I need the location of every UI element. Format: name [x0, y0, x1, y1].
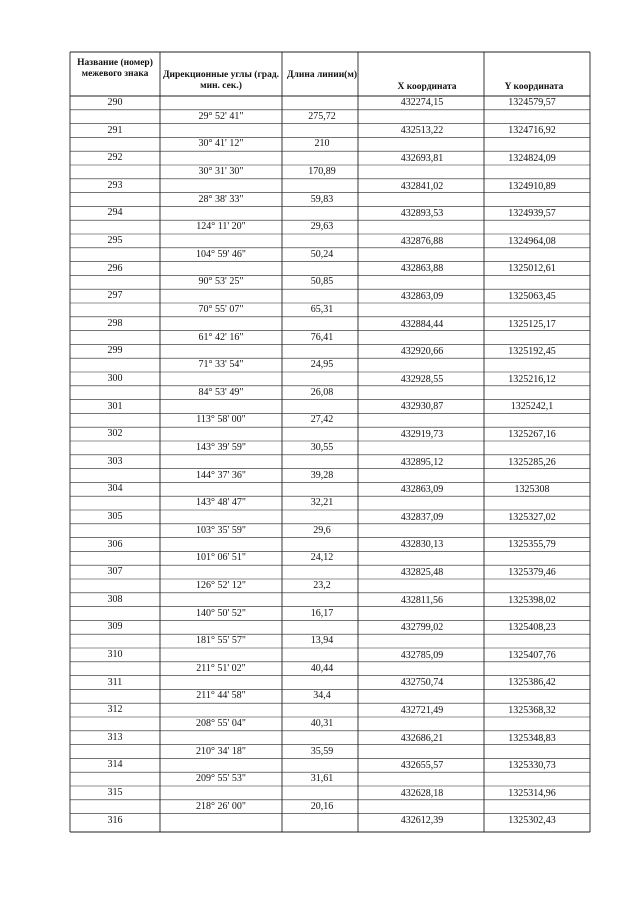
line-length: 30,55: [310, 442, 334, 453]
line-length: 24,12: [310, 552, 334, 564]
line-length: 29,63: [310, 221, 334, 233]
direction-angle: 28° 38' 33": [198, 193, 244, 205]
direction-angle: 104° 59' 46": [196, 248, 246, 260]
point-name: 290: [107, 97, 123, 108]
x-coordinate: 432830,13: [400, 539, 444, 551]
y-coordinate: 1325355,79: [508, 539, 556, 551]
line-length: 275,72: [308, 110, 336, 122]
line-length: 13,94: [310, 635, 334, 647]
line-length: 50,85: [310, 276, 334, 288]
line-length: 31,61: [310, 773, 334, 785]
point-name: 312: [107, 704, 123, 716]
y-coordinate: 1325216,12: [508, 373, 556, 385]
x-coordinate: 432513,22: [400, 125, 444, 137]
direction-angle: 210° 34' 18": [196, 745, 246, 757]
line-length: 59,83: [310, 193, 334, 205]
direction-angle: 113° 58' 00": [196, 414, 246, 426]
x-coordinate: 432863,09: [400, 484, 444, 496]
direction-angle: 211° 44' 58": [196, 690, 246, 702]
direction-angle: 30° 31' 30": [198, 166, 244, 177]
point-name: 303: [107, 455, 123, 467]
point-name: 300: [107, 373, 123, 384]
x-coordinate: 432919,73: [400, 429, 444, 440]
x-coordinate: 432799,02: [400, 622, 444, 634]
y-coordinate: 1325242,1: [510, 401, 554, 413]
point-name: 295: [107, 235, 123, 246]
direction-angle: 140° 50' 52": [196, 607, 246, 619]
header-length: Длина линии(м): [287, 70, 357, 80]
point-name: 304: [107, 483, 123, 495]
x-coordinate: 432811,56: [400, 594, 444, 606]
x-coordinate: 432693,81: [400, 153, 444, 164]
y-coordinate: 1325302,43: [508, 815, 556, 827]
y-coordinate: 1324939,57: [508, 208, 556, 220]
y-coordinate: 1325063,45: [508, 291, 556, 302]
y-coordinate: 1325314,96: [508, 787, 556, 799]
direction-angle: 126° 52' 12": [196, 580, 246, 591]
line-length: 23,2: [313, 580, 331, 591]
x-coordinate: 432876,88: [400, 235, 444, 247]
line-length: 35,59: [310, 745, 334, 757]
direction-angle: 181° 55' 57": [196, 635, 246, 647]
line-length: 210: [314, 138, 330, 150]
direction-angle: 218° 26' 00": [196, 800, 246, 812]
direction-angle: 143° 48' 47": [196, 497, 246, 509]
direction-angle: 208° 55' 04": [196, 718, 246, 729]
point-name: 294: [107, 207, 123, 219]
direction-angle: 71° 33' 54": [198, 359, 244, 371]
point-name: 299: [107, 345, 123, 357]
x-coordinate: 432785,09: [400, 649, 444, 661]
y-coordinate: 1324716,92: [508, 125, 556, 137]
y-coordinate: 1324579,57: [508, 97, 556, 108]
y-coordinate: 1325192,45: [508, 346, 556, 358]
y-coordinate: 1325368,32: [508, 705, 556, 716]
point-name: 293: [107, 179, 123, 191]
y-coordinate: 1325386,42: [508, 677, 556, 689]
header-y: Y координата: [504, 82, 564, 92]
point-name: 306: [107, 538, 123, 550]
x-coordinate: 432837,09: [400, 511, 444, 523]
line-length: 26,08: [310, 386, 334, 398]
point-name: 316: [107, 814, 123, 826]
line-length: 170,89: [308, 166, 336, 177]
point-name: 305: [107, 511, 123, 522]
direction-angle: 61° 42' 16": [198, 331, 244, 343]
header-x: X координата: [397, 82, 457, 92]
y-coordinate: 1325327,02: [508, 511, 556, 523]
direction-angle: 143° 39' 59": [196, 442, 246, 453]
point-name: 297: [107, 290, 123, 302]
x-coordinate: 432628,18: [400, 787, 444, 799]
x-coordinate: 432928,55: [400, 373, 444, 385]
point-name: 315: [107, 787, 123, 798]
point-name: 291: [107, 124, 123, 136]
point-name: 298: [107, 317, 123, 329]
line-length: 40,31: [310, 718, 334, 729]
line-length: 16,17: [310, 607, 334, 619]
line-length: 29,6: [313, 524, 331, 536]
line-length: 39,28: [310, 469, 334, 481]
x-coordinate: 432750,74: [400, 677, 444, 689]
x-coordinate: 432721,49: [400, 705, 444, 716]
point-name: 313: [107, 731, 123, 743]
point-name: 311: [107, 676, 123, 688]
line-length: 50,24: [310, 248, 334, 260]
point-name: 308: [107, 593, 123, 605]
header-name: Название (номер) межевого знака: [77, 58, 153, 79]
direction-angle: 90° 53' 25": [198, 276, 244, 288]
point-name: 302: [107, 428, 123, 440]
line-length: 32,21: [310, 497, 334, 509]
line-length: 24,95: [310, 359, 334, 371]
point-name: 301: [107, 400, 123, 412]
x-coordinate: 432893,53: [400, 208, 444, 220]
y-coordinate: 1325308: [514, 484, 550, 496]
line-length: 76,41: [310, 331, 334, 343]
point-name: 314: [107, 759, 123, 771]
y-coordinate: 1325408,23: [508, 622, 556, 634]
direction-angle: 103° 35' 59": [196, 524, 246, 536]
y-coordinate: 1324824,09: [508, 153, 556, 164]
y-coordinate: 1324964,08: [508, 235, 556, 247]
line-length: 34,4: [313, 690, 331, 702]
y-coordinate: 1324910,89: [508, 180, 556, 192]
direction-angle: 29° 52' 41": [198, 110, 244, 122]
y-coordinate: 1325407,76: [508, 649, 556, 661]
direction-angle: 84° 53' 49": [198, 386, 244, 398]
direction-angle: 70° 55' 07": [198, 304, 244, 315]
y-coordinate: 1325267,16: [508, 429, 556, 440]
point-name: 309: [107, 621, 123, 633]
point-name: 292: [107, 152, 123, 164]
point-name: 310: [107, 649, 123, 660]
x-coordinate: 432686,21: [400, 732, 444, 744]
x-coordinate: 432930,87: [400, 401, 444, 413]
direction-angle: 209° 55' 53": [196, 773, 246, 785]
x-coordinate: 432863,09: [400, 291, 444, 302]
point-name: 296: [107, 262, 123, 274]
y-coordinate: 1325330,73: [508, 760, 556, 772]
x-coordinate: 432920,66: [400, 346, 444, 358]
y-coordinate: 1325285,26: [508, 456, 556, 468]
x-coordinate: 432612,39: [400, 815, 444, 827]
direction-angle: 101° 06' 51": [196, 552, 246, 564]
x-coordinate: 432884,44: [400, 318, 444, 330]
y-coordinate: 1325012,61: [508, 263, 556, 275]
direction-angle: 211° 51' 02": [196, 662, 246, 674]
direction-angle: 144° 37' 36": [196, 469, 246, 481]
direction-angle: 124° 11' 20": [196, 221, 246, 233]
x-coordinate: 432825,48: [400, 567, 444, 578]
line-length: 40,44: [310, 662, 334, 674]
point-name: 307: [107, 566, 123, 578]
x-coordinate: 432274,15: [400, 97, 444, 108]
header-angle: Дирекционные углы (град. мин. сек.): [162, 70, 280, 91]
x-coordinate: 432863,88: [400, 263, 444, 275]
line-length: 20,16: [310, 800, 334, 812]
direction-angle: 30° 41' 12": [198, 138, 244, 150]
x-coordinate: 432655,57: [400, 760, 444, 772]
y-coordinate: 1325398,02: [508, 594, 556, 606]
x-coordinate: 432841,02: [400, 180, 444, 192]
y-coordinate: 1325379,46: [508, 567, 556, 578]
y-coordinate: 1325348,83: [508, 732, 556, 744]
x-coordinate: 432895,12: [400, 456, 444, 468]
line-length: 65,31: [310, 304, 334, 315]
y-coordinate: 1325125,17: [508, 318, 556, 330]
line-length: 27,42: [310, 414, 334, 426]
